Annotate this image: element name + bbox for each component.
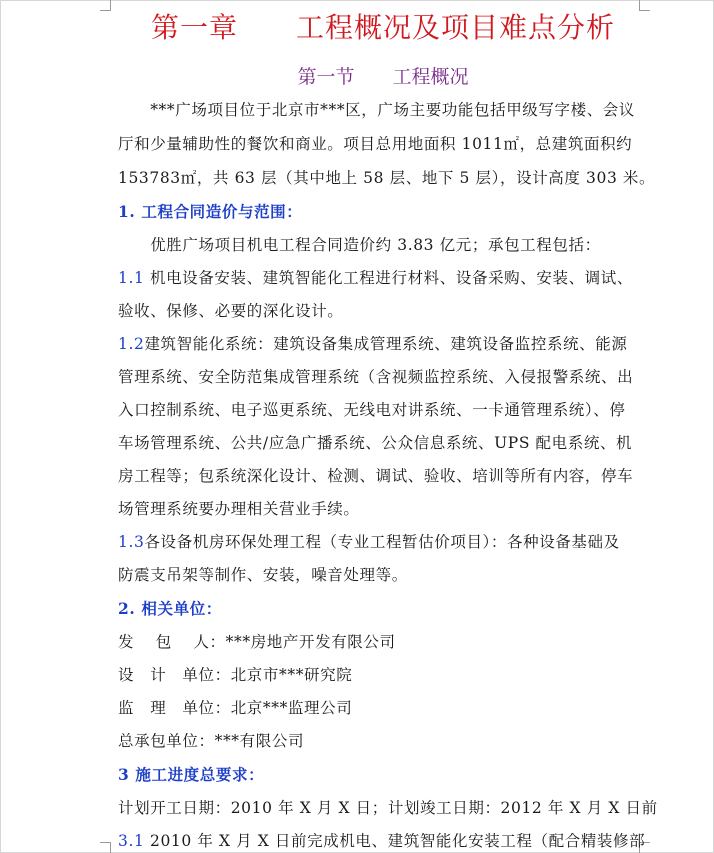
item-number: 1.3 (118, 533, 145, 551)
item-number: 1.2 (118, 335, 145, 353)
item-text: 机电设备安装、建筑智能化工程进行材料、设备采购、安装、调试、 (149, 269, 633, 287)
paragraph-line: 优胜广场项目机电工程合同造价约 3.83 亿元；承包工程包括： (118, 236, 601, 254)
paragraph-line: 153783㎡，共 63 层（其中地上 58 层、地下 5 层），设计高度 303 米。 (118, 169, 656, 187)
section-title: 第一节 工程概况 (297, 66, 469, 88)
item-number: 1.1 (118, 269, 150, 287)
item-text: 各设备机房环保处理工程（专业工程暂估价项目）：各种设备基础及 (144, 533, 620, 551)
item-1-1 (118, 266, 648, 288)
item-1-3 (118, 530, 648, 552)
chapter-title: 第一章 工程概况及项目难点分析 (150, 11, 615, 44)
heading-related-units: 2. 相关单位： (118, 599, 222, 618)
item-number: 3.1 (118, 832, 150, 850)
unit-line-supervisor: 监 理 单位：北京***监理公司 (118, 699, 353, 717)
paragraph-line: 管理系统、安全防范集成管理系统（含视频监控系统、入侵报警系统、出 (118, 368, 634, 386)
paragraph-line: 车场管理系统、公共/应急广播系统、公众信息系统、UPS 配电系统、机 (118, 434, 633, 452)
item-1-2 (118, 332, 648, 354)
margin-corner-mark (100, 0, 111, 11)
item-text: 2010 年 X 月 X 日前完成机电、建筑智能化安装工程（配合精装修部 (149, 832, 646, 850)
paragraph-line: 场管理系统要办理相关营业手续。 (118, 500, 360, 518)
paragraph-line: 验收、保修、必要的深化设计。 (118, 302, 344, 320)
paragraph-line: 厅和少量辅助性的餐饮和商业。项目总用地面积 1011㎡，总建筑面积约 (118, 135, 633, 153)
paragraph-line: ***广场项目位于北京市***区，广场主要功能包括甲级写字楼、会议 (118, 101, 636, 119)
paragraph-line: 计划开工日期：2010 年 X 月 X 日；计划竣工日期：2012 年 X 月 X 日前 (118, 799, 658, 817)
margin-corner-mark (100, 842, 111, 853)
unit-line-developer: 发 包 人：***房地产开发有限公司 (118, 633, 396, 651)
paragraph-line: 入口控制系统、电子巡更系统、无线电对讲系统、一卡通管理系统）、停 (118, 401, 626, 419)
heading-schedule: 3 施工进度总要求： (118, 765, 265, 784)
paragraph-line: 房工程等；包系统深化设计、检测、调试、验收、培训等所有内容，停车 (118, 467, 634, 485)
item-3-1 (118, 829, 648, 851)
item-text: 建筑智能化系统：建筑设备集成管理系统、建筑设备监控系统、能源 (144, 335, 628, 353)
unit-line-general-contractor: 总承包单位：***有限公司 (118, 732, 305, 750)
heading-contract-scope: 1. 工程合同造价与范围： (118, 202, 303, 221)
unit-line-designer: 设 计 单位：北京市***研究院 (118, 666, 353, 684)
paragraph-line: 防震支吊架等制作、安装，噪音处理等。 (118, 566, 408, 584)
